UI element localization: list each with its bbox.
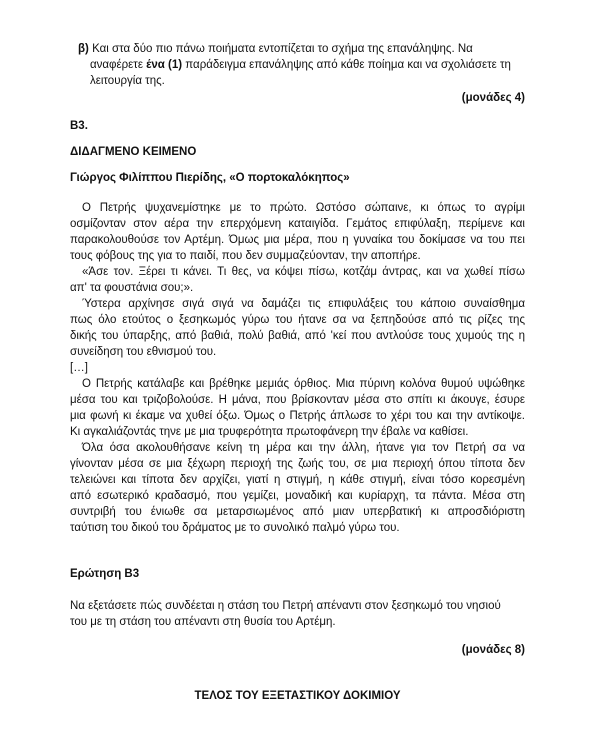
question-b3-line: του με τη στάση του απέναντι στη θυσία του Αρτέμη. [70,616,336,628]
text-paragraph-4 [70,376,525,440]
text-line: απ' τα φουστάνια σου;». [70,282,194,294]
question-b3-line: Να εξετάσετε πώς συνδέεται η στάση του Πετρή απέναντι στον ξεσηκωμό του νησιού [70,600,501,612]
text-line: οσμίζονταν στον αέρα την επερχόμενη καταιγίδα. Γεμάτος επιφύλαξη, περίμενε και [70,218,525,230]
text-line: δικής του ύπαρξης, από βαθιά, πολύ βαθιά, από 'κεί που αντλούσε τους χυμούς της η [70,330,525,342]
text-paragraph-5 [70,440,525,536]
text-line: Ύστερα αρχίνησε σιγά σιγά να δαμάζει τις επιφυλάξεις του κάποιο συναίσθημα [82,298,525,310]
question-b-marks-text: (μονάδες 4) [461,92,525,104]
text-paragraph-1 [70,200,525,264]
section-code-text: Β3. [70,120,88,132]
section-heading [70,144,525,160]
author-title-text: Γιώργος Φιλίππου Πιερίδης, «Ο πορτοκαλόκηπος» [70,172,350,184]
question-b-line-2 [70,57,525,73]
text-line: Όλα όσα ακολουθήσανε κείνη τη μέρα και την άλλη, ήτανε για τον Πετρή σα να [82,442,525,454]
text-line: Ο Πετρής κατάλαβε και βρέθηκε μεμιάς όρθιος. Μια πύρινη κολόνα θυμού υψώθηκε [82,378,525,390]
text-paragraph-2 [70,264,525,296]
question-b3-heading-text: Ερώτηση Β3 [70,568,140,580]
question-b3-heading [70,566,525,582]
text-line: «Άσε τον. Ξέρει τι κάνει. Τι θες, να κόψει πίσω, κοτζάμ άντρας, και να χωθεί πίσω [82,266,525,278]
question-b3-marks-text: (μονάδες 8) [461,644,525,656]
author-title [70,170,525,186]
question-b-line-1 [70,41,525,57]
text-line: ταύτιση του δικού του δράματος με το συνολικό παλμό γύρω του. [70,522,400,534]
question-b-marks [70,90,525,106]
exam-end-footer-text: ΤΕΛΟΣ ΤΟΥ ΕΞΕΤΑΣΤΙΚΟΥ ΔΟΚΙΜΙΟΥ [194,690,401,702]
text-line: συντριβή του ένιωθε σα μεταρσιωμένος από μιαν υπερβατική κι απροσδιόριστη [70,506,525,518]
text-ellipsis-text: […] [70,362,88,374]
question-b-text-2a: αναφέρετε [90,59,147,71]
section-code [70,118,525,134]
text-line: τους φόβους της για το παιδί, που δεν συμμαζεύονταν, την αποπήρε. [70,250,421,262]
text-line: μια φωνή κι έκαμε να χυθεί όξω. Όμως ο Πετρής άπλωσε το χέρι του και την αντίκοψε. [70,410,525,422]
exam-end-footer [70,688,525,704]
question-b-text-2b: παράδειγμα επανάληψης από κάθε ποίημα και να σχολιάσετε τη [182,59,511,71]
question-b [70,41,525,89]
question-b-line-3: λειτουργία της. [90,75,165,87]
question-b-count: ένα (1) [146,59,183,71]
text-line: παρακολουθούσε τον Αρτέμη. Όμως μια μέρα, που η γυναίκα του δοκίμασε να του πει [70,234,525,246]
question-b3-marks [70,642,525,658]
question-b-text-1: Και στα δύο πιο πάνω ποιήματα εντοπίζεται το σχήμα της επανάληψης. Να [92,43,473,55]
text-line: πως όλο ετούτος ο ξεσηκωμός γύρω του ήτανε σα να ξεπηδούσε από τις ρίζες της [70,314,525,326]
text-ellipsis [70,360,525,376]
text-line: Ο Πετρής ψυχανεμίστηκε με το πρώτο. Ωστόσο σώπαινε, κι όπως το αγρίμι [82,202,525,214]
text-paragraph-3 [70,296,525,360]
text-line: Κι αγκαλιάζοντάς τηνε με μια τρυφερότητα πρωτοφάνερη την έβαλε να καθίσει. [70,426,469,438]
question-b3 [70,598,525,630]
text-line: γίνονταν μέσα σε μια ξέχωρη περιοχή της ζωής του, σε μια περιοχή όπου τίποτα δεν [70,458,525,470]
section-heading-text: ΔΙΔΑΓΜΕΝΟ ΚΕΙΜΕΝΟ [70,146,197,158]
text-line: συνείδηση του εθνισμού του. [70,346,217,358]
text-line: τελειώνει και τίποτα δεν αρχίζει, γιατί η στιγμή, η κάθε στιγμή, είναι τόσο κορεσμένη [70,474,525,486]
text-line: μέσα του και τριζοβολούσε. Η μάνα, που βρίσκονταν μέσα στο σπίτι κι άκουγε, έσυρε [70,394,525,406]
question-b-marker: β) [78,43,89,55]
text-line: από εσωτερικό κραδασμό, που γεμίζει, μοναδική και κυρίαρχη, τα πάντα. Μέσα στη [70,490,525,502]
